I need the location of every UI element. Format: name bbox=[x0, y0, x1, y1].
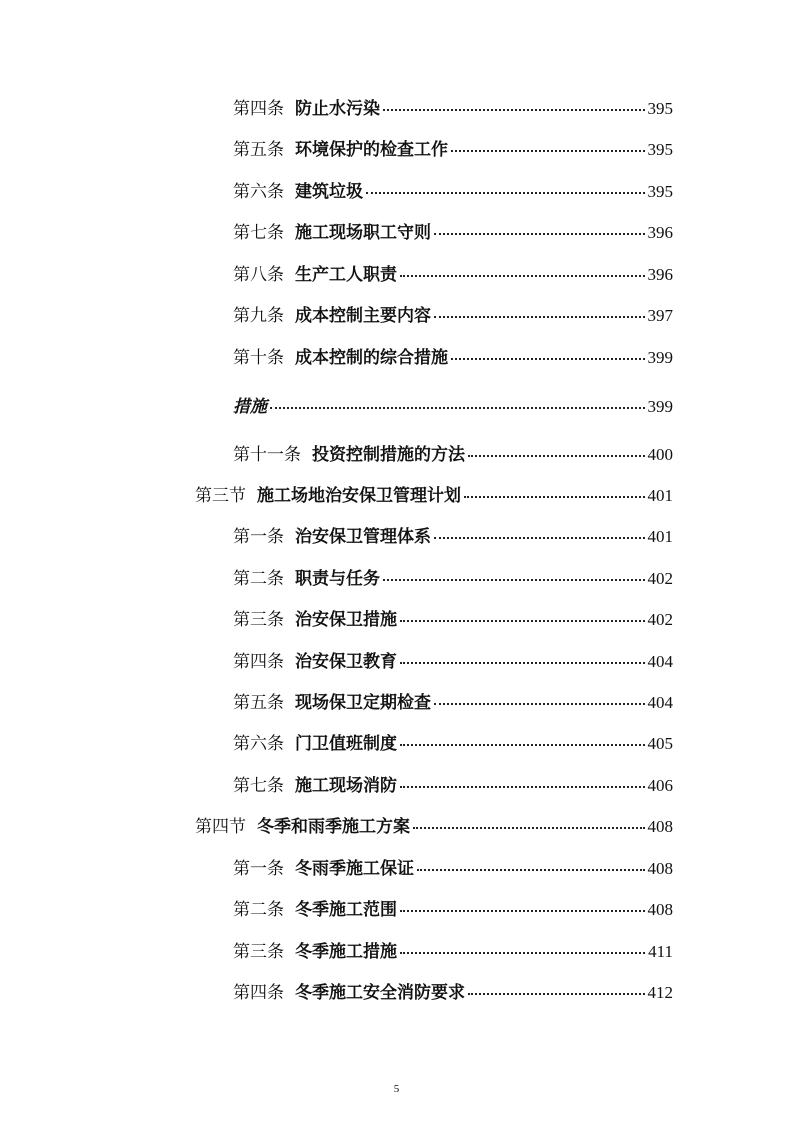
toc-entry-title: 门卫值班制度 bbox=[295, 734, 397, 754]
dot-leader bbox=[434, 537, 645, 539]
toc-section-entry[interactable] bbox=[195, 485, 673, 507]
toc-entry-label: 第四条 bbox=[233, 983, 284, 1003]
toc-entry-page: 404 bbox=[647, 693, 673, 712]
toc-entry-label: 第十条 bbox=[233, 348, 284, 368]
toc-entry[interactable] bbox=[233, 264, 673, 286]
toc-entry-title: 措施 bbox=[233, 397, 267, 417]
toc-entry-label: 第五条 bbox=[233, 140, 284, 160]
toc-entry[interactable] bbox=[233, 858, 673, 880]
dot-leader bbox=[400, 620, 645, 622]
toc-entry-page: 395 bbox=[647, 99, 673, 118]
dot-leader bbox=[383, 109, 645, 111]
toc-entry-label: 第二条 bbox=[233, 900, 284, 920]
page-number: 5 bbox=[393, 1083, 400, 1095]
toc-entry-label: 第二条 bbox=[233, 569, 284, 589]
toc-entry[interactable] bbox=[233, 982, 673, 1004]
toc-entry[interactable] bbox=[233, 305, 673, 327]
toc-entry-page: 396 bbox=[647, 265, 673, 284]
toc-entry-label: 第一条 bbox=[233, 859, 284, 879]
toc-entry-label: 第三节 bbox=[195, 486, 246, 506]
toc-entry-label: 第六条 bbox=[233, 182, 284, 202]
toc-entry-label: 第三条 bbox=[233, 942, 284, 962]
toc-entry-label: 第四节 bbox=[195, 817, 246, 837]
toc-entry-page: 412 bbox=[647, 983, 673, 1002]
dot-leader bbox=[400, 744, 645, 746]
dot-leader bbox=[434, 316, 645, 318]
toc-entry-label: 第六条 bbox=[233, 734, 284, 754]
toc-entry-title: 施工现场职工守则 bbox=[295, 223, 431, 243]
toc-entry-title: 冬季和雨季施工方案 bbox=[257, 817, 410, 837]
dot-leader bbox=[400, 662, 645, 664]
toc-entry-page: 401 bbox=[647, 486, 673, 505]
dot-leader bbox=[400, 952, 645, 954]
toc-entry-page: 397 bbox=[647, 306, 673, 325]
toc-entry-title: 成本控制的综合措施 bbox=[295, 348, 448, 368]
toc-entry-page: 405 bbox=[647, 734, 673, 753]
toc-entry-title: 冬雨季施工保证 bbox=[295, 859, 414, 879]
toc-entry-page: 396 bbox=[647, 223, 673, 242]
toc-entry[interactable] bbox=[233, 181, 673, 203]
dot-leader bbox=[451, 150, 645, 152]
toc-entry[interactable] bbox=[233, 98, 673, 120]
toc-entry-page: 408 bbox=[647, 817, 673, 836]
toc-entry[interactable] bbox=[233, 692, 673, 714]
dot-leader bbox=[400, 275, 645, 277]
dot-leader bbox=[400, 910, 645, 912]
toc-entry-title: 投资控制措施的方法 bbox=[312, 445, 465, 465]
toc-entry-title: 防止水污染 bbox=[295, 99, 380, 119]
toc-entry-label: 第四条 bbox=[233, 99, 284, 119]
dot-leader bbox=[434, 233, 645, 235]
dot-leader bbox=[434, 703, 645, 705]
toc-entry-label: 第七条 bbox=[233, 776, 284, 796]
toc-entry-page: 401 bbox=[647, 527, 673, 546]
toc-entry-page: 399 bbox=[647, 397, 673, 416]
toc-entry[interactable] bbox=[233, 941, 673, 963]
toc-entry-title: 冬季施工措施 bbox=[295, 942, 397, 962]
toc-entry[interactable] bbox=[233, 526, 673, 548]
toc-entry[interactable] bbox=[233, 444, 673, 466]
toc-entry-page: 402 bbox=[647, 610, 673, 629]
toc-entry[interactable] bbox=[233, 609, 673, 631]
toc-entry-label: 第三条 bbox=[233, 610, 284, 630]
dot-leader bbox=[451, 358, 645, 360]
toc-entry-page: 404 bbox=[647, 652, 673, 671]
toc-entry-title: 现场保卫定期检查 bbox=[295, 693, 431, 713]
toc-entry[interactable] bbox=[233, 347, 673, 369]
toc-entry-page: 402 bbox=[647, 569, 673, 588]
toc-entry-title: 治安保卫措施 bbox=[295, 610, 397, 630]
toc-entry-page: 400 bbox=[647, 445, 673, 464]
toc-entry-page: 395 bbox=[647, 182, 673, 201]
dot-leader bbox=[400, 786, 645, 788]
dot-leader bbox=[383, 579, 645, 581]
toc-entry-page: 406 bbox=[647, 776, 673, 795]
dot-leader bbox=[468, 993, 645, 995]
toc-section-entry[interactable] bbox=[195, 816, 673, 838]
toc-entry-page: 408 bbox=[647, 859, 673, 878]
toc-entry-title: 治安保卫教育 bbox=[295, 652, 397, 672]
toc-entry-label: 第五条 bbox=[233, 693, 284, 713]
toc-entry-title: 建筑垃圾 bbox=[295, 182, 363, 202]
dot-leader bbox=[366, 192, 645, 194]
toc-entry-page: 411 bbox=[648, 942, 673, 961]
toc-entry-label: 第九条 bbox=[233, 306, 284, 326]
toc-entry[interactable] bbox=[233, 396, 673, 418]
toc-entry-label: 第四条 bbox=[233, 652, 284, 672]
toc-entry[interactable] bbox=[233, 651, 673, 673]
toc-entry-title: 治安保卫管理体系 bbox=[295, 527, 431, 547]
toc-entry-page: 408 bbox=[647, 900, 673, 919]
toc-entry-title: 施工场地治安保卫管理计划 bbox=[257, 486, 461, 506]
toc-entry-label: 第八条 bbox=[233, 265, 284, 285]
toc-entry-title: 生产工人职责 bbox=[295, 265, 397, 285]
dot-leader bbox=[413, 827, 645, 829]
toc-entry-title: 施工现场消防 bbox=[295, 776, 397, 796]
toc-entry[interactable] bbox=[233, 899, 673, 921]
dot-leader bbox=[270, 407, 645, 409]
dot-leader bbox=[464, 496, 645, 498]
toc-entry-title: 环境保护的检查工作 bbox=[295, 140, 448, 160]
dot-leader bbox=[468, 455, 645, 457]
toc-entry[interactable] bbox=[233, 568, 673, 590]
dot-leader bbox=[417, 869, 645, 871]
toc-entry-title: 冬季施工范围 bbox=[295, 900, 397, 920]
toc-entry[interactable] bbox=[233, 222, 673, 244]
toc-entry[interactable] bbox=[233, 775, 673, 797]
toc-entry-title: 成本控制主要内容 bbox=[295, 306, 431, 326]
toc-entry-label: 第七条 bbox=[233, 223, 284, 243]
toc-entry-title: 冬季施工安全消防要求 bbox=[295, 983, 465, 1003]
toc-entry[interactable] bbox=[233, 139, 673, 161]
toc-entry-page: 395 bbox=[647, 140, 673, 159]
toc-entry-label: 第一条 bbox=[233, 527, 284, 547]
toc-entry-label: 第十一条 bbox=[233, 445, 301, 465]
toc-entry-page: 399 bbox=[647, 348, 673, 367]
toc-entry-title: 职责与任务 bbox=[295, 569, 380, 589]
toc-entry[interactable] bbox=[233, 733, 673, 755]
